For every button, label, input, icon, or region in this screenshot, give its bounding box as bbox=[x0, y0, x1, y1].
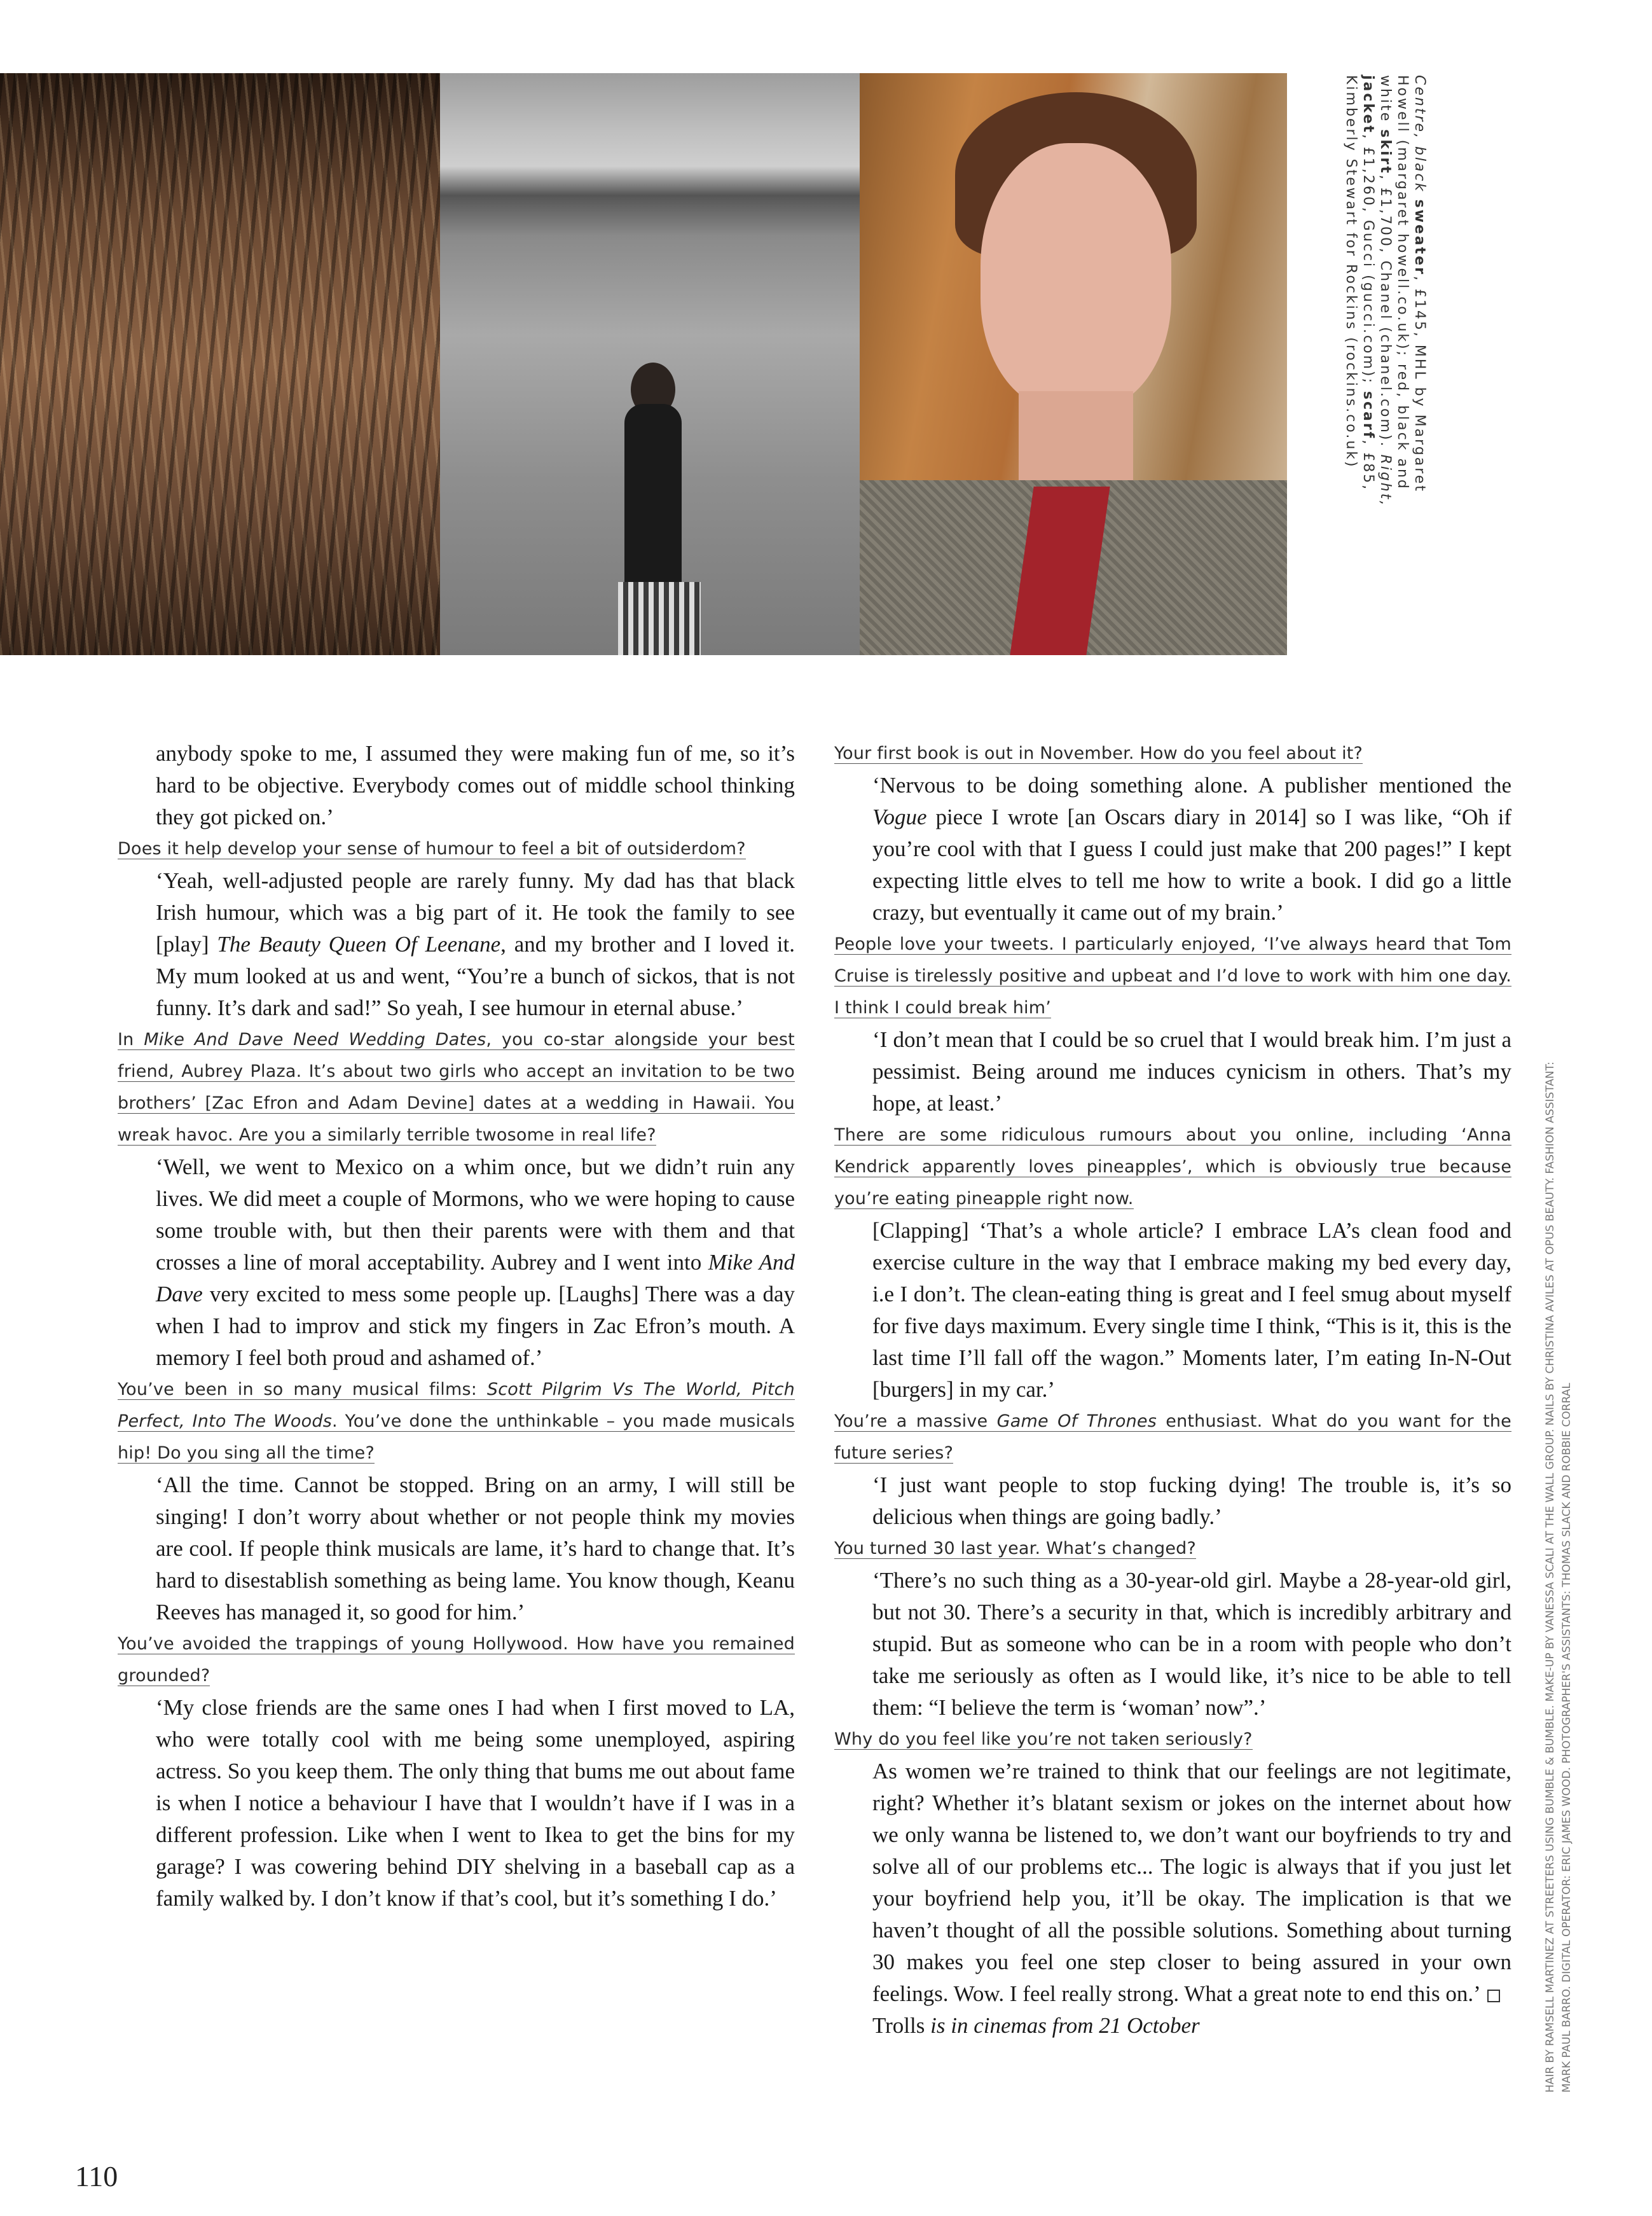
answer-paragraph: anybody spoke to me, I assumed they were making fun of me, so it’s hard to be objective. Everybody comes out of middle school thinking they got picked on.’ bbox=[156, 741, 795, 829]
answer-paragraph: ‘I just want people to stop fucking dying! The trouble is, it’s so delicious when things are going badly.’ bbox=[872, 1472, 1511, 1529]
question-paragraph bbox=[834, 738, 1511, 770]
answer-paragraph: ‘There’s no such thing as a 30-year-old girl. Maybe a 28-year-old girl, but not 30. There’s a security in that, which is incredibly arbitrary and stupid. But as someone who can be in a room with people who don’t take me seriously as often as I would like, it’s nice to be able to tell them: “I believe the term is ‘woman’ now”.’ bbox=[872, 1568, 1511, 1720]
photo-caption bbox=[1317, 75, 1428, 533]
caption-right: Right, bbox=[1377, 454, 1393, 508]
answer-paragraph bbox=[118, 1151, 795, 1374]
question-paragraph bbox=[834, 929, 1511, 1024]
question-paragraph bbox=[834, 1406, 1511, 1469]
answer-text: ‘Yeah, well-adjusted people are rarely funny. My dad has that black Irish humour, which was a big part of it. He took the family to see [play] bbox=[156, 868, 795, 957]
answer-title: The Beauty Queen Of Leenane bbox=[217, 932, 501, 957]
question-paragraph bbox=[118, 833, 795, 865]
photo-credits: HAIR BY RAMSELL MARTINEZ AT STREETERS USING BUMBLE & BUMBLE. MAKE-UP BY VANESSA SCALI AT THE WALL GROUP. NAILS BY CHRISTINA AVILES AT OPUS BEAUTY. FASHION ASSISTANT: MARK PAUL BARRO. DIGITAL OPERATOR: ERIC JAMES WOOD. PHOTOGRAPHER'S ASSISTANTS: THOMAS SLACK AND ROBBIE CORRAL bbox=[1544, 1062, 1573, 2093]
answer-text: very excited to mess some people up. [Laughs] There was a day when I had to improv and stick my fingers in Zac Efron’s mouth. A memory I feel both proud and ashamed of.’ bbox=[156, 1282, 795, 1370]
film-title: Trolls bbox=[872, 2013, 925, 2038]
question-paragraph bbox=[834, 1119, 1511, 1215]
photo-bw-field-portrait bbox=[440, 73, 860, 655]
answer-text: , and my brother and I loved it. My mum looked at us and went, “You’re a bunch of sickos, that is not funny. It’s dark and sad!” So yeah, I see humour in eternal abuse.’ bbox=[156, 932, 795, 1020]
question-text: Does it help develop your sense of humour to feel a bit of outsiderdom? bbox=[118, 839, 746, 859]
question-text: People love your tweets. I particularly enjoyed, ‘I’ve always heard that Tom Cruise is tirelessly positive and upbeat and I’d love to work with him one day. I think I could break him’ bbox=[834, 934, 1511, 1018]
end-mark-icon bbox=[1487, 1990, 1500, 2002]
question-text bbox=[834, 1411, 1511, 1464]
figure-sweater bbox=[624, 404, 682, 588]
caption-text: , £1,260, Gucci (gucci.com); bbox=[1360, 134, 1376, 385]
answer-paragraph bbox=[834, 1755, 1511, 2010]
caption-text: , £85, Kimberly Stewart for Rockins (rockins.co.uk) bbox=[1343, 75, 1376, 492]
page-number: 110 bbox=[75, 2160, 118, 2192]
portrait-face bbox=[981, 143, 1171, 410]
answer-title: Mike And Dave bbox=[156, 1250, 795, 1306]
question-text-part: You’re a massive bbox=[834, 1411, 997, 1431]
release-date-text: is in cinemas from 21 October bbox=[925, 2013, 1200, 2038]
question-paragraph bbox=[118, 1024, 795, 1151]
answer-text: As women we’re trained to think that our feelings are not legitimate, right? Whether it’s blatant sexism or jokes on the internet about how we only wanna be listened to, we don’t want our boyfriends to try and solve all of our problems etc... The logic is always that if you just let your boyfriend help you, it’ll be okay. The implication is that we haven’t thought of all the possible solutions. Something about turning 30 makes you feel one step closer to being assured in your own feelings. Wow. I feel really strong. What a great note to end this on.’ bbox=[872, 1759, 1511, 2006]
question-text bbox=[118, 1030, 795, 1146]
answer-paragraph: ‘My close friends are the same ones I had when I first moved to LA, who were totally cool with me being some unemployed, aspiring actress. So you keep them. The only thing that bums me out about fame is when I notice a behaviour I have that I wouldn’t have if I was in a different profession. Like when I went to Ikea to get the bins for my garage? I was cowering behind DIY shelving in a baseball cap as a family walked by. I don’t know if that’s cool, but it’s something I do.’ bbox=[156, 1695, 795, 1911]
question-text: You turned 30 last year. What’s changed? bbox=[834, 1539, 1197, 1558]
answer-text: ‘Well, we went to Mexico on a whim once, but we didn’t ruin any lives. We did meet a couple of Mormons, who we were hoping to cause some trouble with, but then their parents were with them and that crosses a line of moral acceptability. Aubrey and I went into bbox=[156, 1154, 795, 1275]
photo-palm-fronds bbox=[0, 73, 440, 655]
caption-text: , £1,700, Chanel (chanel.com). bbox=[1377, 174, 1393, 448]
question-paragraph bbox=[118, 1628, 795, 1692]
caption-item: skirt bbox=[1377, 129, 1393, 175]
article-column-left bbox=[118, 738, 795, 1915]
answer-paragraph bbox=[834, 770, 1511, 929]
caption-item: jacket bbox=[1360, 75, 1376, 134]
answer-paragraph: ‘All the time. Cannot be stopped. Bring on an army, I will still be singing! I don’t worry about whether or not people think my movies are cool. If people think musicals are lame, it’s hard to change that. It’s hard to disestablish something as being lame. You know though, Keanu Reeves has managed it, so good for him.’ bbox=[156, 1472, 795, 1624]
photo-colour-portrait bbox=[860, 73, 1287, 655]
answer-text: ‘Nervous to be doing something alone. A publisher mentioned the bbox=[872, 773, 1511, 798]
release-info bbox=[834, 2010, 1511, 2042]
question-text-part: You’ve been in so many musical films: bbox=[118, 1380, 487, 1399]
answer-paragraph bbox=[118, 865, 795, 1024]
article-column-right bbox=[834, 738, 1511, 2042]
question-title: Mike And Dave Need Wedding Dates bbox=[144, 1030, 486, 1049]
answer-text: piece I wrote [an Oscars diary in 2014] so I was like, “Oh if you’re cool with that I guess I could just make that 200 pages!” I kept expecting little elves to tell me how to write a book. I did go a little crazy, but eventually it came out of my brain.’ bbox=[872, 805, 1511, 925]
question-title: Game Of Thrones bbox=[996, 1411, 1157, 1431]
figure-skirt bbox=[618, 582, 701, 655]
answer-paragraph: [Clapping] ‘That’s a whole article? I embrace LA’s clean food and exercise culture in the way that I embrace making my bed every day, i.e I don’t. The clean-eating thing is great and I feel smug about myself for five days maximum. Every single time I think, “This is it, this is the last time I’ll fall off the wagon.” Moments later, I’m eating In-N-Out [burgers] in my car.’ bbox=[872, 1218, 1511, 1402]
caption-lead: Centre, black bbox=[1412, 75, 1428, 193]
question-paragraph bbox=[834, 1724, 1511, 1755]
question-text-part: . You’ve done the unthinkable – you made musicals hip! Do you sing all the time? bbox=[118, 1411, 795, 1463]
question-text-part: , you co-star alongside your best friend, Aubrey Plaza. It’s about two girls who accept an invitation to be two brothers’ [Zac Efron and Adam Devine] dates at a wedding in Hawaii. You wreak havoc. Are you a similarly terrible twosome in real life? bbox=[118, 1030, 795, 1145]
caption-text: , £145, MHL by Margaret Howell (margaret howell.co.uk); red, black and white bbox=[1377, 75, 1428, 493]
question-paragraph bbox=[834, 1533, 1511, 1565]
question-text-part: In bbox=[118, 1030, 144, 1049]
question-text: Why do you feel like you’re not taken seriously? bbox=[834, 1729, 1253, 1749]
answer-paragraph: ‘I don’t mean that I could be so cruel that I would break him. I’m just a pessimist. Being around me induces cynicism in others. That’s my hope, at least.’ bbox=[872, 1027, 1511, 1116]
question-text: You’ve avoided the trappings of young Hollywood. How have you remained grounded? bbox=[118, 1634, 795, 1686]
question-text-part: enthusiast. What do you want for the future series? bbox=[834, 1411, 1511, 1463]
question-text: There are some ridiculous rumours about you online, including ‘Anna Kendrick apparently loves pineapples’, which is obviously true because you’re eating pineapple right now. bbox=[834, 1125, 1511, 1208]
question-title: Scott Pilgrim Vs The World, Pitch Perfect, Into The Woods bbox=[118, 1380, 795, 1431]
caption-item: scarf bbox=[1360, 391, 1376, 440]
caption-item: sweater bbox=[1412, 199, 1428, 276]
question-text bbox=[118, 1380, 795, 1464]
question-text: Your first book is out in November. How do you feel about it? bbox=[834, 744, 1363, 763]
answer-title: Vogue bbox=[872, 805, 927, 829]
question-paragraph bbox=[118, 1374, 795, 1469]
